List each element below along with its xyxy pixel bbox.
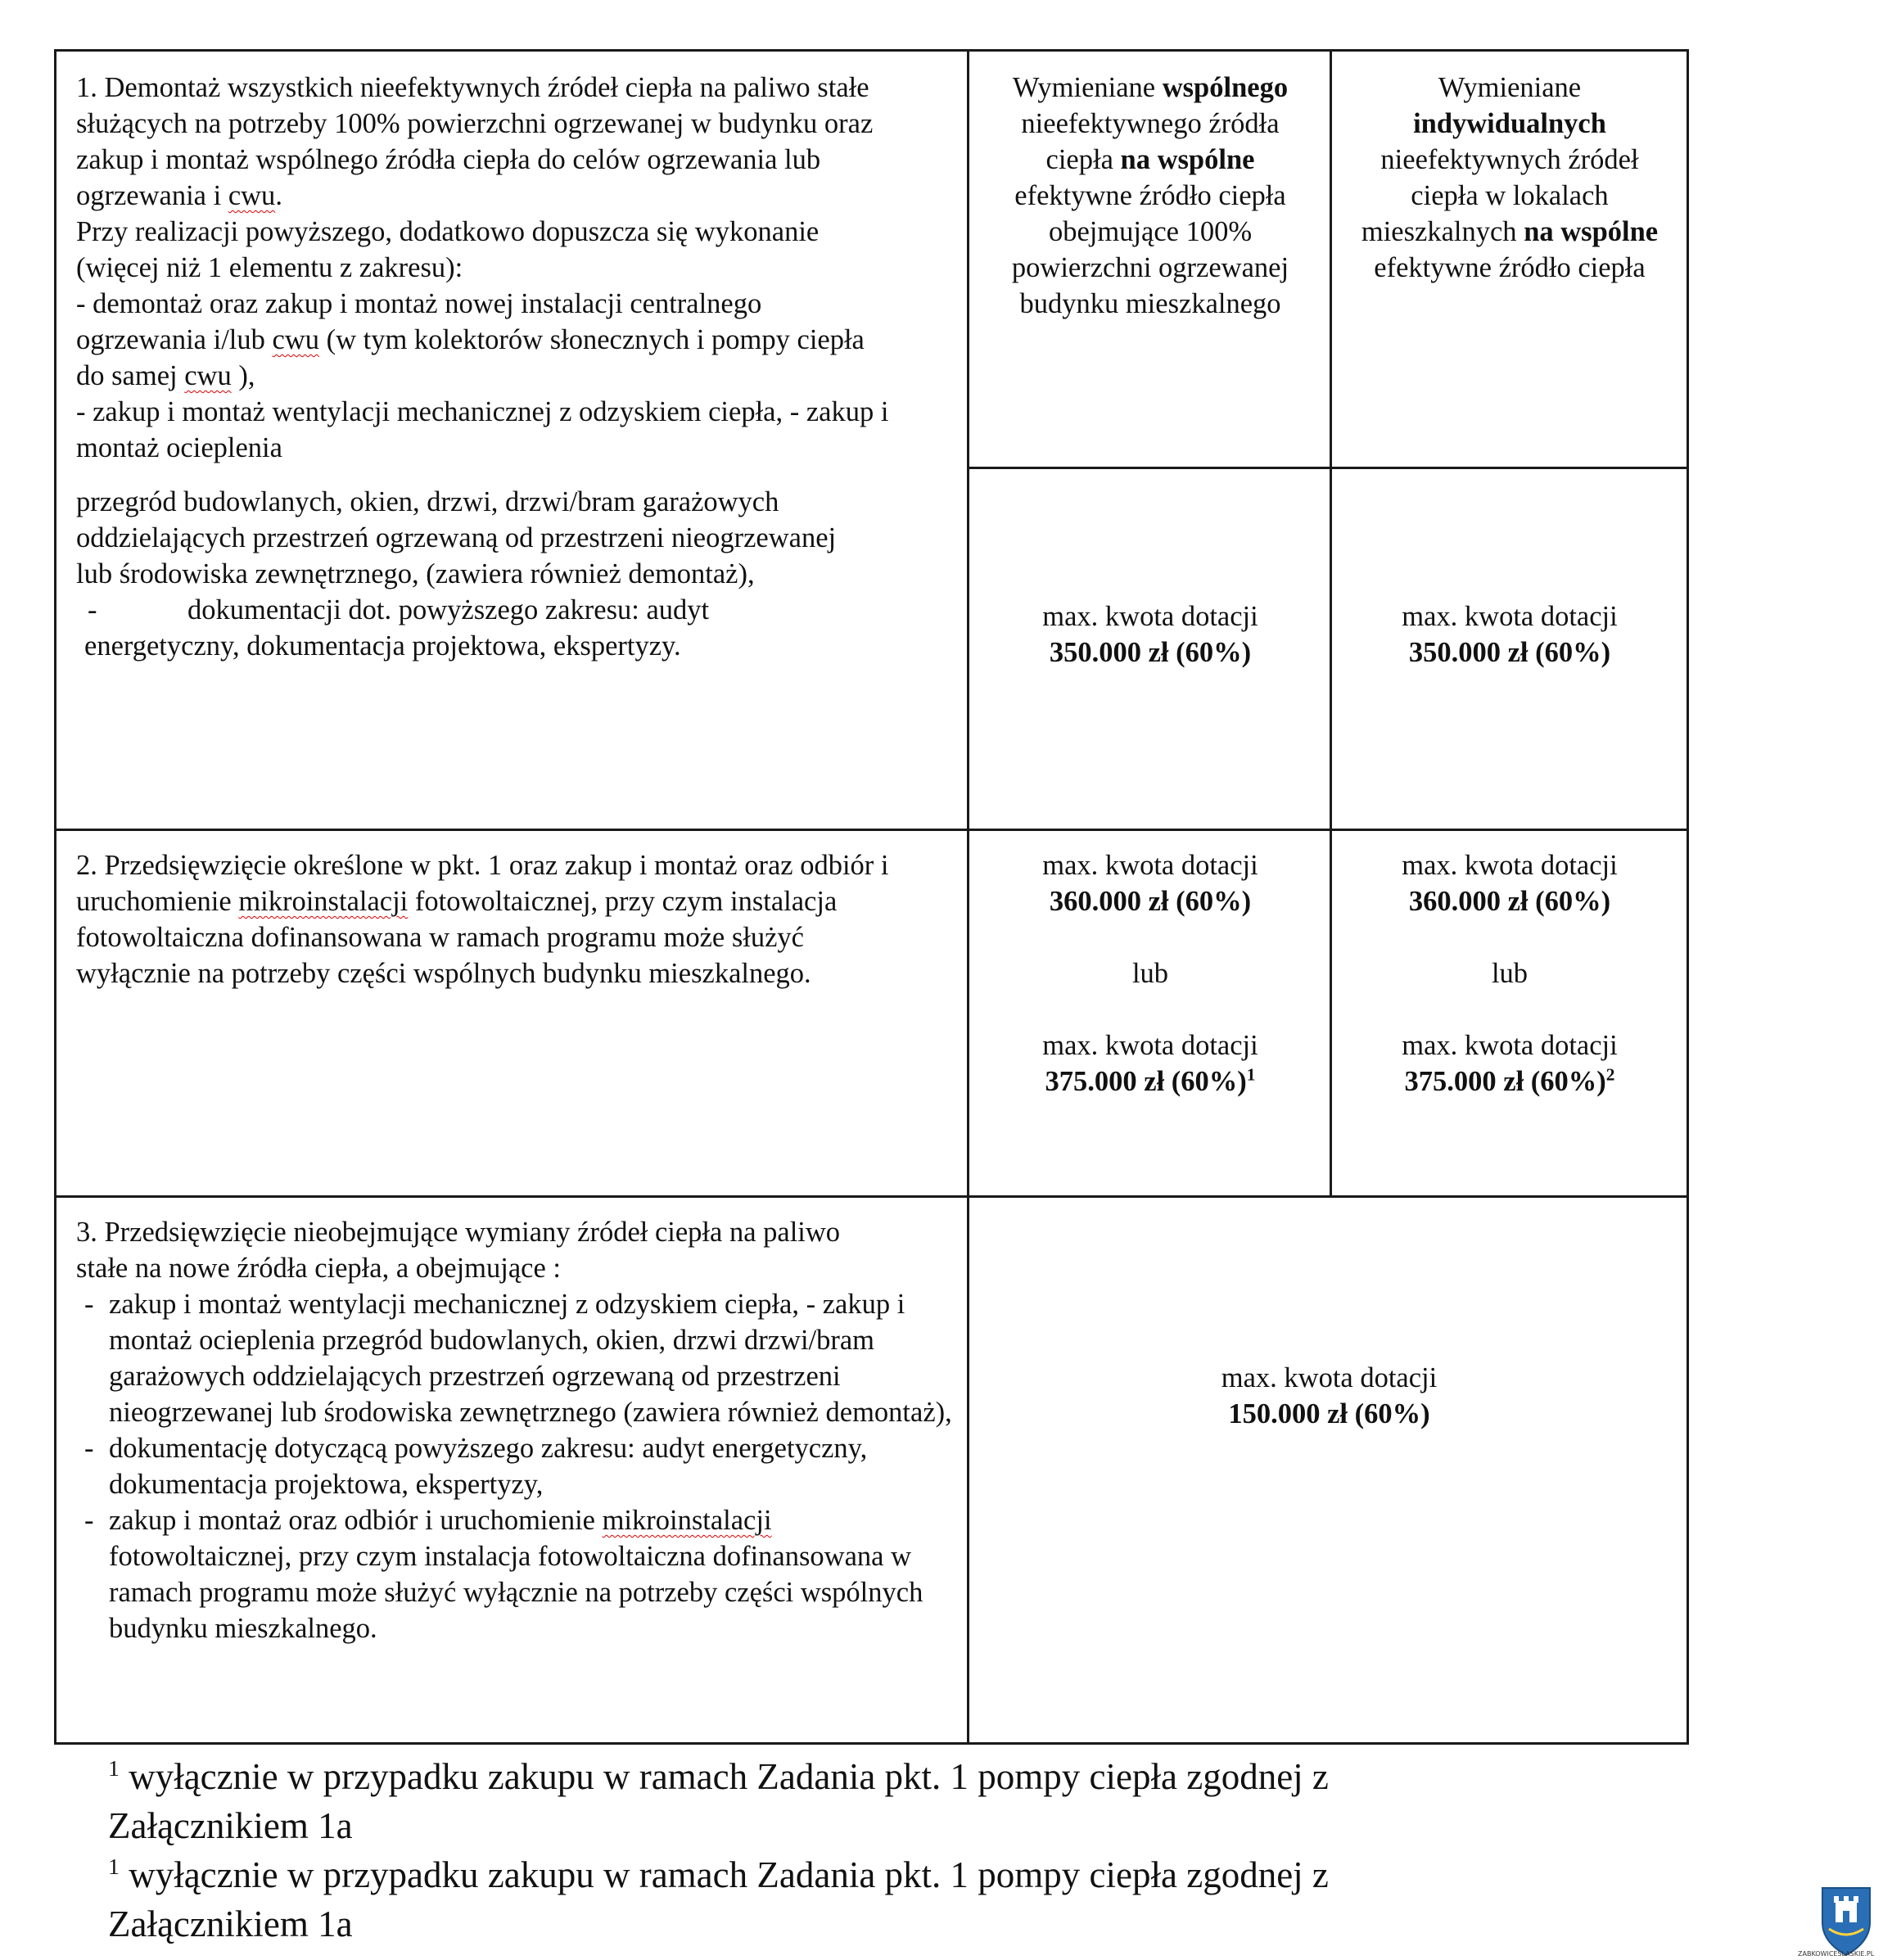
footnote-line: Załącznikiem 1a <box>108 1904 353 1944</box>
text-fragment: 375.000 zł (60%) <box>1404 1066 1606 1097</box>
text-bold: wspólnego <box>1162 72 1289 103</box>
row1-description-continued <box>76 484 960 664</box>
or-label: lub <box>1131 958 1169 989</box>
header-individual-sources <box>1334 70 1686 286</box>
text-bold: na wspólne <box>1524 216 1659 247</box>
footnotes <box>108 1752 1582 1949</box>
row1-text-line: przegród budowlanych, okien, drzwi, drzwi/bram garażowych <box>76 486 779 517</box>
header-line: powierzchni ogrzewanej <box>1011 252 1289 283</box>
footnote-marker: 1 <box>108 1756 120 1782</box>
text-fragment: dokumentacji dot. powyższego zakresu: audyt <box>187 594 710 625</box>
header-line <box>1334 214 1686 250</box>
spellcheck-word: cwu <box>228 180 276 211</box>
footnote-text: wyłącznie w przypadku zakupu w ramach Zadania pkt. 1 pompy ciepła zgodnej z <box>119 1756 1329 1797</box>
text-fragment: uruchomienie <box>76 886 239 917</box>
row1-text-line: (więcej niż 1 elementu z zakresu): <box>76 252 463 283</box>
list-item <box>76 1502 960 1646</box>
footnote-line <box>108 1752 1582 1801</box>
list-item: - zakup i montaż wentylacji mechanicznej z odzyskiem ciepła, - zakup i montaż ocieplenia przegród budowlanych, okien, drzwi drzwi/bram garażowych oddzielających przestrzeń ogrzewaną od przestrzeni nieogrzewanej lub środowiska zewnętrznego (zawiera również demontaż), <box>76 1286 960 1430</box>
row1-text-line <box>76 592 960 628</box>
text-fragment: Wymieniane <box>1012 72 1163 103</box>
row1-text-line: energetyczny, dokumentacja projektowa, ekspertyzy. <box>84 630 681 662</box>
text-fragment: ogrzewania i <box>76 180 228 211</box>
header-line <box>972 142 1329 178</box>
header-line: efektywne źródło ciepła <box>1374 252 1646 283</box>
header-line <box>972 70 1329 106</box>
amount-label: max. kwota dotacji <box>1042 1030 1258 1061</box>
row1-text-line: lub środowiska zewnętrznego, (zawiera również demontaż), <box>76 558 755 589</box>
row2-text-line <box>76 883 964 919</box>
row1-description <box>76 70 960 466</box>
footnote-line <box>108 1850 1582 1899</box>
row-divider-2 <box>56 1195 1687 1198</box>
amount-value <box>1334 1064 1686 1100</box>
footnote-marker: 1 <box>108 1854 120 1880</box>
header-line: nieefektywnego źródła <box>1021 108 1280 139</box>
header-line: Wymieniane <box>1438 72 1582 103</box>
logo-caption: ZABKOWICESLASKIE.PL <box>1798 1950 1875 1958</box>
row2-text-line: wyłącznie na potrzeby części wspólnych budynku mieszkalnego. <box>76 958 811 989</box>
row1-text-line: służących na potrzeby 100% powierzchni ogrzewanej w budynku oraz <box>76 108 874 139</box>
spellcheck-word: mikroinstalacji <box>238 886 409 917</box>
header-shared-source <box>972 70 1329 322</box>
list-item: - dokumentację dotyczącą powyższego zakresu: audyt energetyczny, dokumentacja projektowa, ekspertyzy, <box>76 1430 960 1502</box>
text-bold: indywidualnych <box>1413 108 1606 139</box>
subsidy-table <box>54 49 1689 1745</box>
amount-label: max. kwota dotacji <box>1402 1030 1618 1061</box>
col-divider-2 <box>1330 52 1332 1198</box>
amount-label: max. kwota dotacji <box>1402 601 1618 632</box>
row2-amount-col3 <box>1334 847 1686 1100</box>
row1-amount-col2 <box>972 598 1329 671</box>
row3-text-line: stałe na nowe źródła ciepła, a obejmujące : <box>76 1253 561 1284</box>
row3-description <box>76 1214 960 1646</box>
spellcheck-word: mikroinstalacji <box>602 1505 772 1536</box>
amount-value: 350.000 zł (60%) <box>1408 637 1611 668</box>
header-line <box>1334 106 1686 142</box>
col-divider-1 <box>967 52 969 1742</box>
footnote-line: Załącznikiem 1a <box>108 1805 353 1846</box>
spellcheck-word: cwu <box>272 324 319 355</box>
header-line: ciepła w lokalach <box>1411 180 1609 211</box>
text-fragment: zakup i montaż oraz odbiór i uruchomienie <box>109 1505 603 1536</box>
text-fragment: fotowoltaicznej, przy czym instalacja <box>408 886 838 917</box>
header-line: efektywne źródło ciepła <box>1014 180 1286 211</box>
text-bold: na wspólne <box>1120 144 1255 175</box>
or-label: lub <box>1491 958 1529 989</box>
row1-inner-divider <box>967 467 1687 469</box>
amount-value <box>972 1064 1329 1100</box>
text-fragment: ogrzewania i/lub <box>76 324 273 355</box>
row3-bullet-list <box>76 1286 960 1646</box>
row1-text-line <box>76 358 960 394</box>
footnote-text: wyłącznie w przypadku zakupu w ramach Zadania pkt. 1 pompy ciepła zgodnej z <box>119 1854 1329 1895</box>
dash: - <box>88 594 97 625</box>
text-fragment: do samej <box>76 360 185 391</box>
row1-text-line: - zakup i montaż wentylacji mechanicznej z odzyskiem ciepła, - zakup i <box>76 396 889 427</box>
row1-text-line: montaż ocieplenia <box>76 432 282 463</box>
amount-value: 360.000 zł (60%) <box>1049 886 1252 917</box>
header-line: budynku mieszkalnego <box>1019 288 1281 319</box>
text-fragment: mieszkalnych <box>1361 216 1524 247</box>
row2-description <box>76 847 964 991</box>
footnote-marker: 1 <box>1246 1064 1256 1085</box>
header-line: obejmujące 100% <box>1048 216 1253 247</box>
row1-text-line <box>76 322 960 358</box>
amount-label: max. kwota dotacji <box>1402 850 1618 881</box>
row3-text-line: 3. Przedsięwzięcie nieobejmujące wymiany źródeł ciepła na paliwo <box>76 1217 841 1248</box>
text-fragment: . <box>275 180 282 211</box>
row2-amount-col2 <box>972 847 1329 1100</box>
row1-text-line: zakup i montaż wspólnego źródła ciepła do celów ogrzewania lub <box>76 144 821 175</box>
amount-value: 350.000 zł (60%) <box>1049 637 1252 668</box>
amount-label: max. kwota dotacji <box>1221 1362 1438 1393</box>
amount-label: max. kwota dotacji <box>1042 601 1258 632</box>
amount-value: 150.000 zł (60%) <box>1228 1398 1430 1429</box>
row1-text-line: Przy realizacji powyższego, dodatkowo dopuszcza się wykonanie <box>76 216 820 247</box>
row1-text-line: oddzielających przestrzeń ogrzewaną od przestrzeni nieogrzewanej <box>76 522 837 553</box>
row1-amount-col3 <box>1334 598 1686 671</box>
text-fragment: 375.000 zł (60%) <box>1045 1066 1247 1097</box>
text-fragment: (w tym kolektorów słonecznych i pompy ciepła <box>318 324 865 355</box>
header-line: nieefektywnych źródeł <box>1380 144 1639 175</box>
text-fragment: fotowoltaicznej, przy czym instalacja fotowoltaiczna dofinansowana w ramach programu może służyć wyłącznie na potrzeby części wspólnych budynku mieszkalnego. <box>109 1541 923 1644</box>
text-fragment: ), <box>231 360 255 391</box>
amount-label: max. kwota dotacji <box>1042 850 1258 881</box>
row2-text-line: 2. Przedsięwzięcie określone w pkt. 1 oraz zakup i montaż oraz odbiór i <box>76 850 889 881</box>
text-fragment: ciepła <box>1045 144 1121 175</box>
footnote-marker: 2 <box>1605 1064 1615 1085</box>
amount-value: 360.000 zł (60%) <box>1408 886 1611 917</box>
row3-amount <box>972 1360 1687 1432</box>
row1-text-line: 1. Demontaż wszystkich nieefektywnych źródeł ciepła na paliwo stałe <box>76 72 869 103</box>
coat-of-arms-icon <box>1818 1883 1875 1957</box>
spellcheck-word: cwu <box>184 360 232 391</box>
row1-text-line <box>76 178 960 214</box>
row1-text-line: - demontaż oraz zakup i montaż nowej instalacji centralnego <box>76 288 762 319</box>
row2-text-line: fotowoltaiczna dofinansowana w ramach programu może służyć <box>76 922 804 953</box>
row-divider-1 <box>56 829 1687 831</box>
